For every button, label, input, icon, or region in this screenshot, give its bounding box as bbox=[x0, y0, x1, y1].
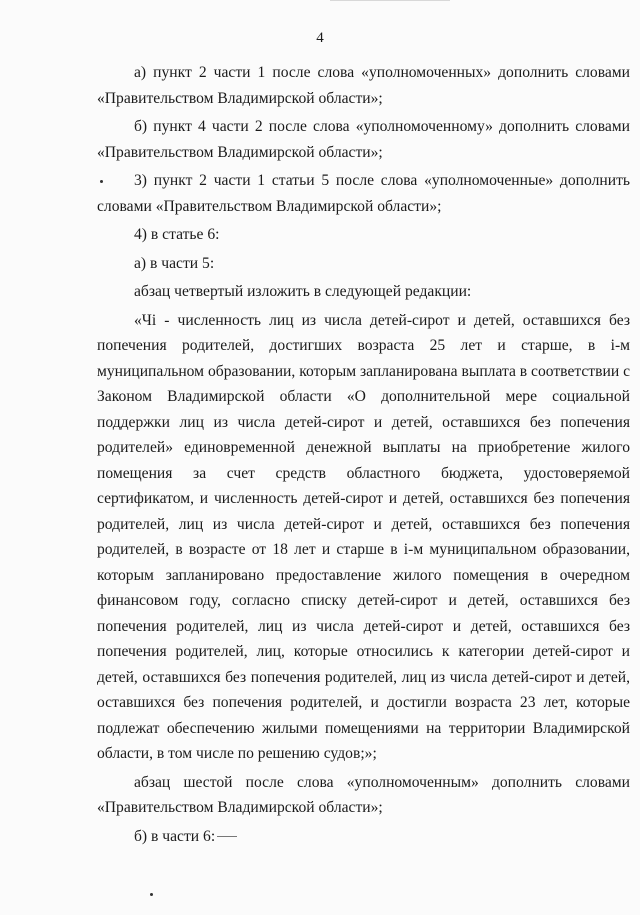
paragraph-part5-heading: а) в части 5: bbox=[134, 254, 215, 272]
part6-heading-text: б) в части 6: bbox=[134, 827, 216, 845]
scan-speck bbox=[150, 893, 153, 896]
paragraph-abzac4-instruction: абзац четвертый изложить в следующей редакции: bbox=[134, 283, 472, 300]
paragraph-amend-a-part1: а) пункт 2 части 1 после слова «уполномоченных» дополнить словами «Правительством Владимирской области»; bbox=[97, 64, 630, 107]
page-number: 4 bbox=[316, 30, 324, 46]
paragraph-abzac6-amendment: абзац шестой после слова «уполномоченным» дополнить словами «Правительством Владимирской области»; bbox=[97, 773, 630, 816]
paragraph-formula-definition: «Чi - численность лиц из числа детей-сирот и детей, оставшихся без попечения родителей, достигших возраста 25 лет и старше, в i-м муниципальном образовании, которым запланирована выплата в соответствии с Законом Владимирской области «О дополнительной мере социальной поддержки лиц из числа детей-сирот и детей, оставшихся без попечения родителей» единовременной денежной выплаты на приобретение жилого помещения за счет средств областного бюджета, удостоверяемой сертификатом, и численность детей-сирот и детей, оставшихся без попечения родителей, лиц из числа детей-сирот и детей, оставшихся без попечения родителей, в возрасте от 18 лет и старше в i-м муниципальном образовании, которым запланировано предоставление жилого помещения в очередном финансовом году, согласно списку детей-сирот и детей, оставшихся без попечения родителей, лиц из числа детей-сирот и детей, оставшихся без попечения родителей, лиц, которые относились к категории детей-сирот и детей, оставшихся без попечения родителей, лиц из числа детей-сирот и детей, оставшихся без попечения родителей, и достигли возраста 23 лет, которые подлежат обеспечению жилыми помещениями на территории Владимирской области, в том числе по решению судов;»; bbox=[97, 311, 630, 762]
paragraph-amend-b-part2: б) пункт 4 части 2 после слова «уполномоченному» дополнить словами «Правительством Владимирской области»; bbox=[97, 118, 630, 161]
paragraph-article6-heading: 4) в статье 6: bbox=[134, 226, 220, 243]
paragraph-amend-article5: 3) пункт 2 части 1 статьи 5 после слова «уполномоченные» дополнить словами «Правительством Владимирской области»; bbox=[97, 172, 630, 215]
scan-stroke bbox=[217, 836, 237, 837]
scan-edge-line bbox=[330, 0, 450, 1]
scan-speck bbox=[100, 180, 103, 183]
document-body bbox=[97, 60, 630, 849]
paragraph-part6-heading bbox=[97, 824, 630, 850]
